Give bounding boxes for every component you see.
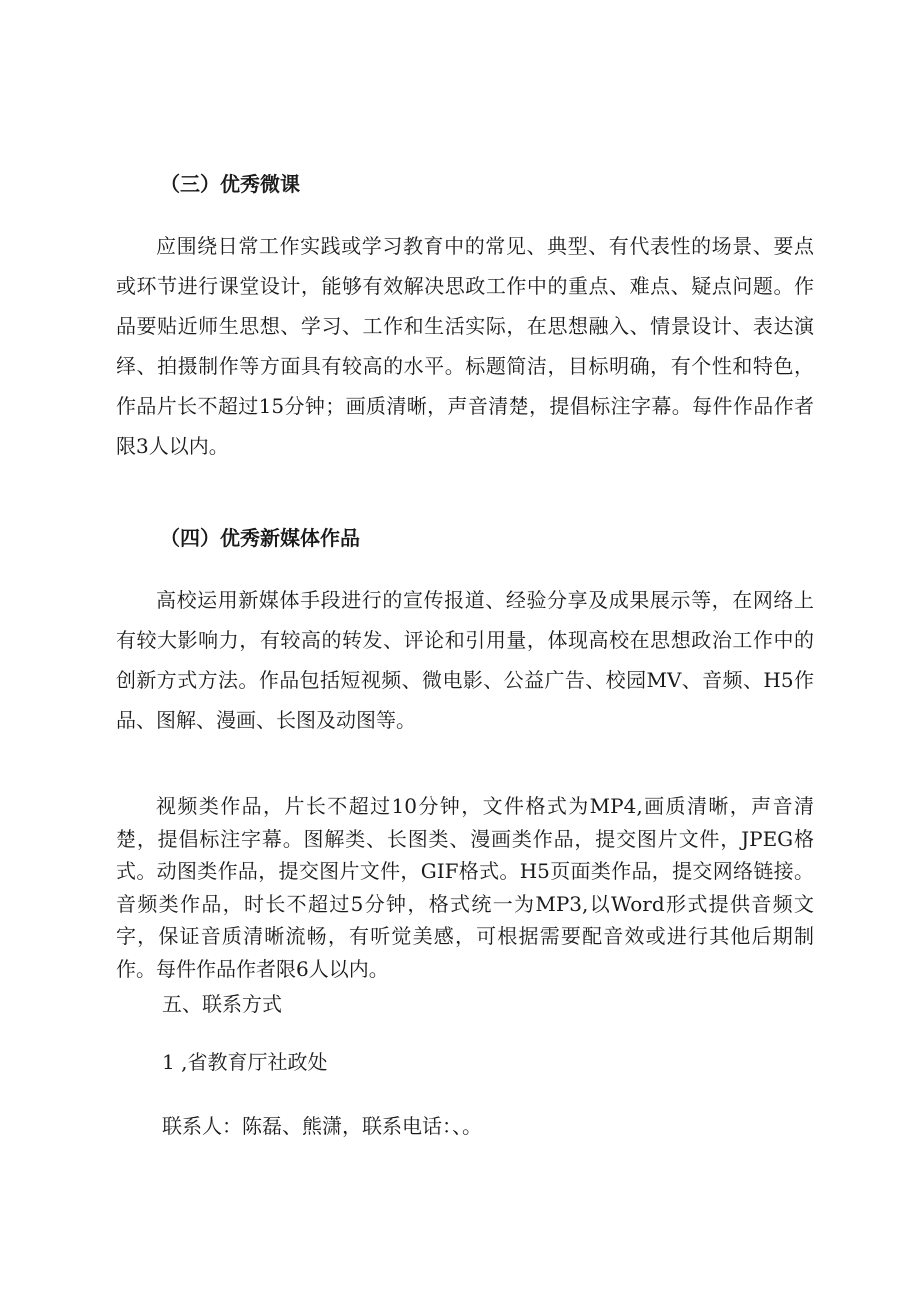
section-3-heading: （三）优秀微课 bbox=[160, 172, 300, 196]
section-4-heading: （四）优秀新媒体作品 bbox=[160, 526, 360, 550]
section-4-paragraph-1: 高校运用新媒体手段进行的宣传报道、经验分享及成果展示等，在网络上有较大影响力，有较高的转发、评论和引用量，体现高校在思想政治工作中的创新方式方法。作品包括短视频、微电影、公益广告、校园MV、音频、H5作品、图解、漫画、长图及动图等。 bbox=[116, 588, 814, 732]
section-5-heading: 五、联系方式 bbox=[162, 992, 282, 1016]
contact-person-line: 联系人：陈磊、熊潇，联系电话：、。 bbox=[162, 1114, 482, 1138]
contact-item-1: 1 ,省教育厅社政处 bbox=[162, 1050, 328, 1074]
section-4-paragraph-2: 视频类作品，片长不超过10分钟，文件格式为MP4,画质清晰，声音清楚，提倡标注字幕。图解类、长图类、漫画类作品，提交图片文件，JPEG格式。动图类作品，提交图片文件，GIF格式。H5页面类作品，提交网络链接。音频类作品，时长不超过5分钟，格式统一为MP3,以Word形式提供音频文字，保证音质清晰流畅，有听觉美感，可根据需要配音效或进行其他后期制作。每件作品作者限6人以内。 bbox=[116, 794, 814, 981]
section-3-paragraph: 应围绕日常工作实践或学习教育中的常见、典型、有代表性的场景、要点或环节进行课堂设计，能够有效解决思政工作中的重点、难点、疑点问题。作品要贴近师生思想、学习、工作和生活实际，在思想融入、情景设计、表达演绎、拍摄制作等方面具有较高的水平。标题简洁，目标明确，有个性和特色，作品片长不超过15分钟；画质清晰，声音清楚，提倡标注字幕。每件作品作者限3人以内。 bbox=[116, 234, 814, 458]
